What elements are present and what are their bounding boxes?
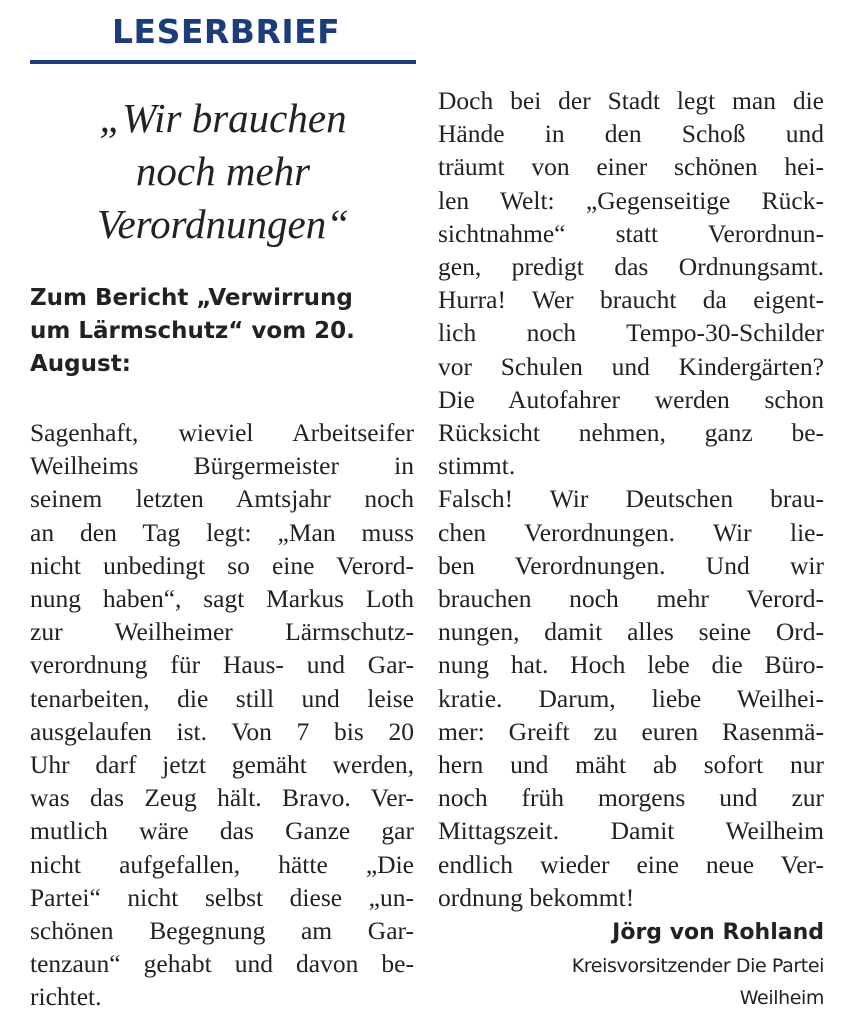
headline-line: „Wir brauchen: [99, 95, 347, 141]
author-name: Jörg von Rohland: [612, 920, 824, 945]
body-column-left: [30, 416, 414, 1014]
article-reference: [30, 282, 416, 381]
text-line: an den Tag legt: „Man muss: [30, 517, 414, 547]
headline-line: Verordnungen“: [96, 201, 350, 247]
text-line: noch früh morgens und zur: [438, 783, 824, 813]
text-line: brauchen noch mehr Verord-: [438, 584, 824, 614]
text-line: was das Zeug hält. Bravo. Ver-: [30, 783, 414, 813]
reference-line: August:: [30, 351, 131, 377]
text-line: Partei“ nicht selbst diese „un-: [30, 882, 414, 912]
text-line: sichtnahme“ statt Verordnun-: [438, 218, 824, 248]
signature: [572, 916, 824, 1014]
text-line: len Welt: „Gegenseitige Rück-: [438, 185, 824, 215]
text-line: seinem letzten Amtsjahr noch: [30, 484, 414, 514]
text-line: Die Autofahrer werden schon: [438, 384, 824, 414]
reference-line: um Lärmschutz“ vom 20.: [30, 318, 355, 344]
text-line: nungen, damit alles seine Ord-: [438, 617, 824, 647]
author-role: Kreisvorsitzender Die Partei: [571, 955, 824, 977]
text-line: träumt von einer schönen hei-: [438, 152, 824, 182]
text-line: ben Verordnungen. Und wir: [438, 550, 824, 580]
text-line: tenarbeiten, die still und leise: [30, 683, 414, 713]
text-line: Mittagszeit. Damit Weilheim: [438, 816, 824, 846]
text-line: ausgelaufen ist. Von 7 bis 20: [30, 716, 414, 746]
text-line: Sagenhaft, wieviel Arbeitseifer: [30, 418, 414, 447]
text-line: vor Schulen und Kindergärten?: [438, 351, 824, 381]
text-line: endlich wieder eine neue Ver-: [438, 849, 824, 879]
section-kicker: LESERBRIEF: [112, 12, 341, 51]
text-line: Rücksicht nehmen, ganz be-: [438, 418, 824, 448]
author-city: Weilheim: [739, 987, 824, 1009]
text-line: chen Verordnungen. Wir lie-: [438, 517, 824, 547]
text-line: lich noch Tempo-30-Schilder: [438, 318, 824, 348]
text-line: Doch bei der Stadt legt man die: [438, 86, 824, 115]
body-column-right: [438, 84, 824, 914]
text-line: nung hat. Hoch lebe die Büro-: [438, 650, 824, 680]
text-line: kratie. Darum, liebe Weilhei-: [438, 683, 824, 713]
headline-line: noch mehr: [135, 148, 311, 194]
reference-line: Zum Bericht „Verwirrung: [30, 285, 353, 311]
text-line: nicht unbedingt so eine Verord-: [30, 550, 414, 580]
text-line: verordnung für Haus- und Gar-: [30, 650, 414, 680]
text-line: Falsch! Wir Deutschen brau-: [438, 484, 824, 514]
text-line: Uhr darf jetzt gemäht werden,: [30, 750, 414, 780]
text-line: tenzaun“ gehabt und davon be-: [30, 949, 414, 979]
text-line: hern und mäht ab sofort nur: [438, 750, 824, 780]
text-line: Weilheims Bürgermeister in: [30, 451, 414, 481]
text-line: nicht aufgefallen, hätte „Die: [30, 849, 414, 879]
text-line: mer: Greift zu euren Rasenmä-: [438, 716, 824, 746]
text-line: gen, predigt das Ordnungsamt.: [438, 252, 824, 282]
text-line: Hurra! Wer braucht da eigent-: [438, 285, 824, 315]
text-line: zur Weilheimer Lärmschutz-: [30, 617, 414, 647]
text-line: mutlich wäre das Ganze gar: [30, 816, 414, 846]
text-line: richtet.: [30, 982, 102, 1012]
kicker-underline: [30, 60, 416, 64]
text-line: nung haben“, sagt Markus Loth: [30, 584, 414, 614]
text-line: ordnung bekommt!: [438, 882, 635, 912]
headline: [30, 92, 416, 251]
text-line: schönen Begegnung am Gar-: [30, 916, 414, 946]
text-line: Hände in den Schoß und: [438, 119, 824, 149]
text-line: stimmt.: [438, 451, 516, 481]
